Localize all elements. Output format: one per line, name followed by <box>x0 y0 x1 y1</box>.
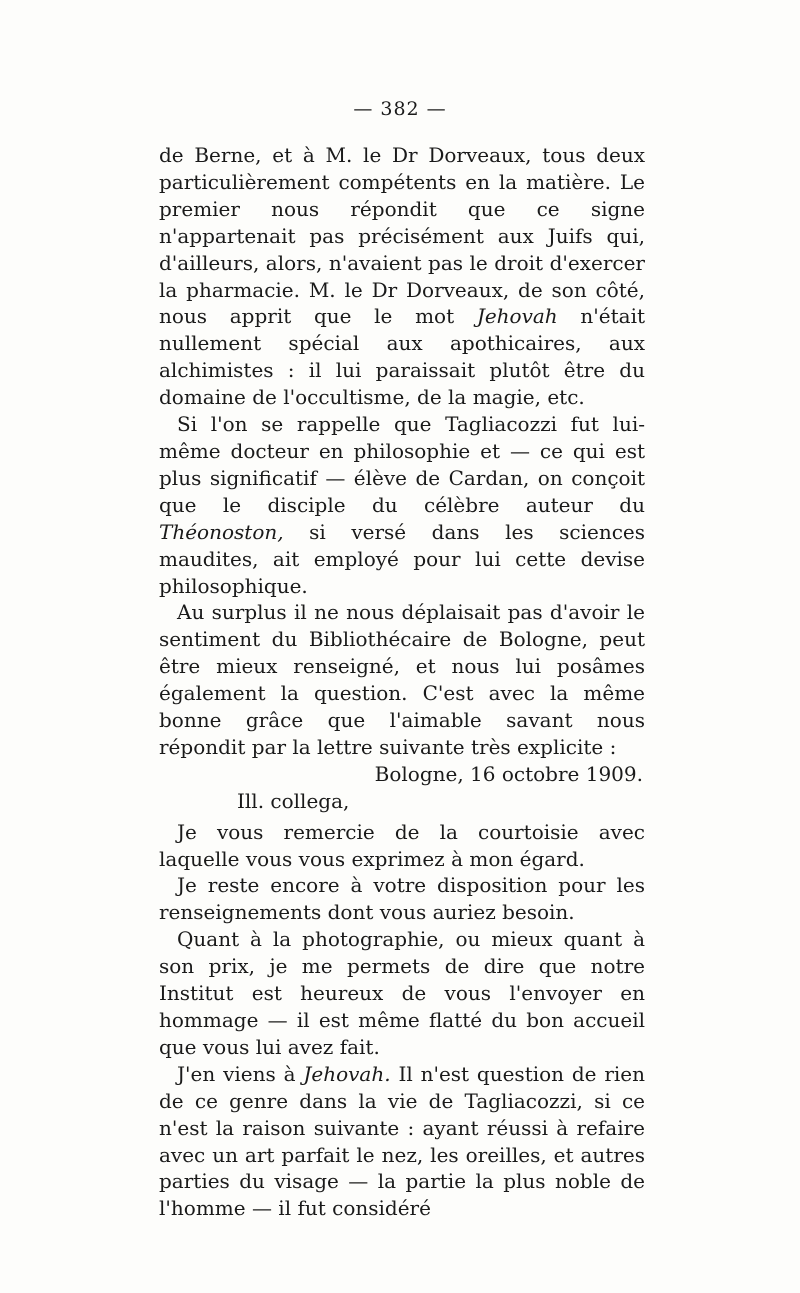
paragraph-2 <box>159 411 645 599</box>
paragraph-1-end: n'était nullement spécial aux apothicaires, aux alchimistes : il lui paraissait plutôt être du domaine de l'occultisme, de la magie, etc. <box>159 304 645 410</box>
paragraph-1-text: de Berne, et à M. le Dr Dorveaux, tous deux particulièrement compétents en la matière. Le premier nous répondit que ce signe n'appartenait pas précisément aux Juifs qui, d'ailleurs, alors, n'avaient pas le droit d'exercer la pharmacie. M. le Dr Dorveaux, de son côté, nous apprit que le mot <box>159 143 645 329</box>
letter-date: Bologne, 16 octobre 1909. <box>374 761 643 786</box>
paragraph-1 <box>159 142 645 411</box>
letter-paragraph-4 <box>159 1061 645 1222</box>
letter-paragraph-1: Je vous remercie de la courtoisie avec laquelle vous vous exprimez à mon égard. <box>159 819 645 871</box>
page-body <box>159 142 645 1222</box>
letter-paragraph-3: Quant à la photographie, ou mieux quant à son prix, je me permets de dire que notre Institut est heureux de vous l'envoyer en hommage — il est même flatté du bon accueil que vous lui avez fait. <box>159 927 645 1059</box>
letter-salutation: Ill. collega, <box>237 788 350 813</box>
paragraph-2-end: si versé dans les sciences maudites, ait employé pour lui cette devise philosophique. <box>159 519 645 598</box>
letter-paragraph-4-italic: Jehovah. <box>303 1061 391 1086</box>
paragraph-2-italic: Théonoston, <box>159 519 284 544</box>
letter-paragraph-4-text: J'en viens à <box>177 1061 296 1086</box>
letter-paragraph-4-end: Il n'est question de rien de ce genre dans la vie de Tagliacozzi, si ce n'est la raison suivante : ayant réussi à refaire avec un art parfait le nez, les oreilles, et autres parties du visage — la partie la plus noble de l'homme — il fut considéré <box>159 1061 646 1221</box>
page-number: — 382 — <box>353 98 447 120</box>
paragraph-2-text: Si l'on se rappelle que Tagliacozzi fut lui-même docteur en philosophie et — ce qui est plus significatif — élève de Cardan, on conçoit que le disciple du célèbre auteur du <box>159 412 645 517</box>
paragraph-1-italic: Jehovah <box>476 304 558 329</box>
paragraph-3: Au surplus il ne nous déplaisait pas d'avoir le sentiment du Bibliothécaire de Bologne, peut être mieux renseigné, et nous lui posâmes également la question. C'est avec la même bonne grâce que l'aimable savant nous répondit par la lettre suivante très explicite : <box>159 600 645 759</box>
letter-paragraph-2: Je reste encore à votre disposition pour les renseignements dont vous auriez besoin. <box>159 873 645 925</box>
